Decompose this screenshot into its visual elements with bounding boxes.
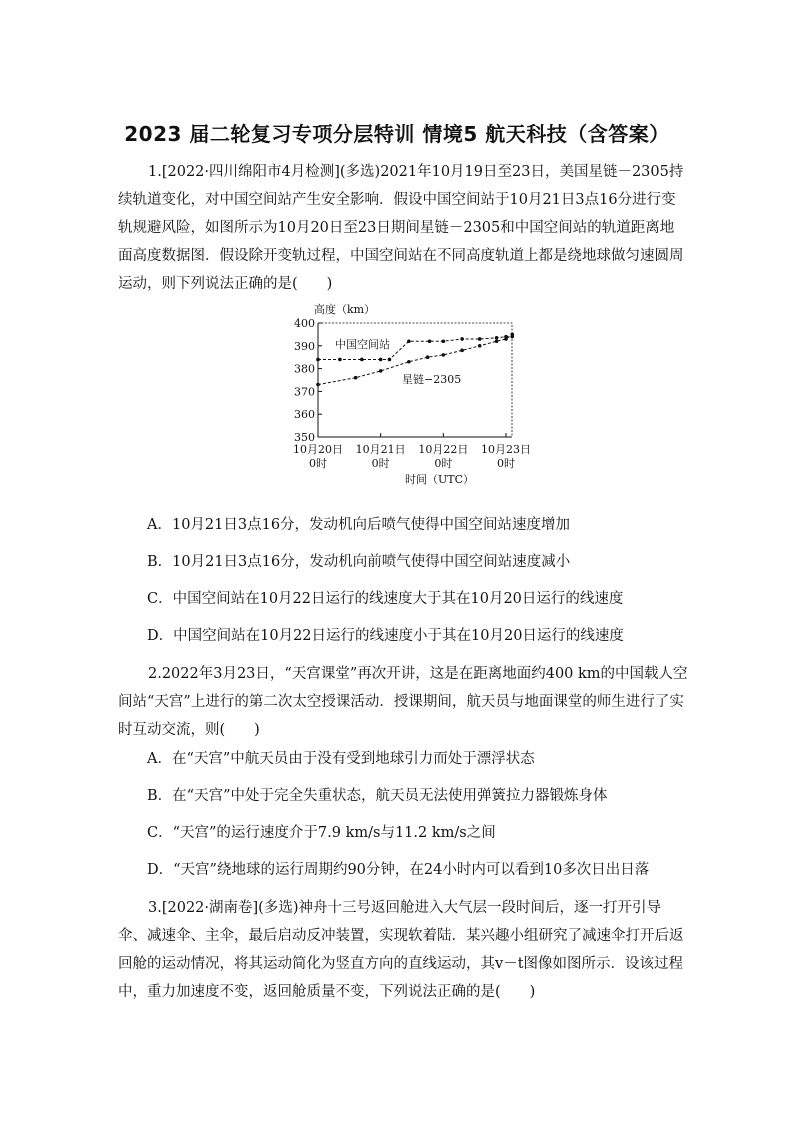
y-tick-label: 400 bbox=[294, 317, 315, 330]
x-tick-sublabel: 0时 bbox=[309, 457, 327, 470]
data-point bbox=[460, 349, 464, 353]
altitude-chart bbox=[288, 296, 538, 492]
q1-option-b: B．10月21日3点16分，发动机向前喷气使得中国空间站速度减小 bbox=[147, 554, 571, 570]
q1-option-c: C．中国空间站在10月22日运行的线速度大于其在10月20日运行的线速度 bbox=[147, 591, 624, 607]
data-point bbox=[428, 339, 432, 343]
data-point bbox=[460, 337, 464, 341]
data-point bbox=[388, 358, 392, 362]
data-point bbox=[354, 376, 358, 380]
x-tick-sublabel: 0时 bbox=[497, 457, 515, 470]
page-title: 2023 届二轮复习专项分层特训 情境5 航天科技（含答案） bbox=[124, 122, 670, 146]
x-tick-label: 10月22日 bbox=[418, 443, 469, 456]
data-point bbox=[360, 358, 364, 362]
data-point bbox=[316, 383, 320, 387]
x-tick-label: 10月23日 bbox=[481, 443, 531, 456]
question-3-stem: 3.[2022·湖南卷](多选)神舟十三号返回舱进入大气层一段时间后，逐一打开引导伞、减速伞、主伞，最后启动反冲装置，实现软着陆．某兴趣小组研究了减速伞打开后返回舱的运动情况，将其运动简化为竖直方向的直线运动，其v－t图像如图所示．设该过程中，重力加速度不变，返回舱质量不变，下列说法正确的是( ) bbox=[118, 900, 684, 1000]
data-point bbox=[338, 358, 342, 362]
y-tick-label: 370 bbox=[294, 385, 315, 399]
data-point bbox=[504, 337, 508, 341]
series-label-starlink: 星链−2305 bbox=[402, 373, 462, 386]
data-point bbox=[478, 344, 482, 348]
data-point bbox=[426, 355, 430, 359]
y-tick-label: 380 bbox=[294, 362, 315, 376]
data-point bbox=[478, 337, 482, 341]
data-point bbox=[442, 353, 446, 357]
data-point bbox=[495, 339, 499, 343]
y-tick-label: 390 bbox=[294, 339, 315, 353]
data-point bbox=[316, 358, 320, 362]
q2-option-b: B．在“天宫”中处于完全失重状态，航天员无法使用弹簧拉力器锻炼身体 bbox=[147, 788, 608, 804]
data-point bbox=[379, 358, 383, 362]
chart-ylabel: 高度（km） bbox=[314, 303, 376, 316]
data-point bbox=[407, 339, 411, 343]
q1-option-d: D．中国空间站在10月22日运行的线速度小于其在10月20日运行的线速度 bbox=[147, 628, 624, 644]
y-tick-label: 350 bbox=[294, 431, 315, 444]
data-point bbox=[442, 339, 446, 343]
q2-option-a: A．在“天宫”中航天员由于没有受到地球引力而处于漂浮状态 bbox=[147, 751, 535, 767]
question-2-stem: 2.2022年3月23日，“天宫课堂”再次开讲，这是在距离地面约400 km的中国载人空间站“天宫”上进行的第二次太空授课活动．授课期间，航天员与地面课堂的师生进行了实时互动交流，则( ) bbox=[118, 666, 688, 738]
question-1-stem: 1.[2022·四川绵阳市4月检测](多选)2021年10月19日至23日，美国星链－2305持续轨道变化，对中国空间站产生安全影响．假设中国空间站于10月21日3点16分进行变轨规避风险，如图所示为10月20日至23日期间星链－2305和中国空间站的轨道距离地面高度数据图．假设除开变轨过程，中国空间站在不同高度轨道上都是绕地球做匀速圆周运动，则下列说法正确的是( ) bbox=[118, 164, 684, 292]
q1-option-a: A．10月21日3点16分，发动机向后喷气使得中国空间站速度增加 bbox=[147, 517, 571, 533]
q2-option-c: C．“天宫”的运行速度介于7.9 km/s与11.2 km/s之间 bbox=[147, 825, 496, 841]
data-point bbox=[407, 360, 411, 364]
data-point bbox=[379, 369, 383, 373]
data-point bbox=[510, 333, 514, 337]
x-tick-label: 10月20日 bbox=[293, 443, 343, 456]
q2-option-d: D．“天宫”绕地球的运行周期约90分钟，在24小时内可以看到10多次日出日落 bbox=[147, 862, 650, 878]
x-tick-sublabel: 0时 bbox=[371, 457, 390, 470]
x-tick-sublabel: 0时 bbox=[434, 457, 453, 470]
y-tick-label: 360 bbox=[294, 408, 315, 422]
series-label-station: 中国空间站 bbox=[335, 338, 390, 351]
chart-xlabel: 时间（UTC） bbox=[405, 473, 475, 486]
data-point bbox=[495, 336, 499, 340]
x-tick-label: 10月21日 bbox=[355, 443, 406, 456]
